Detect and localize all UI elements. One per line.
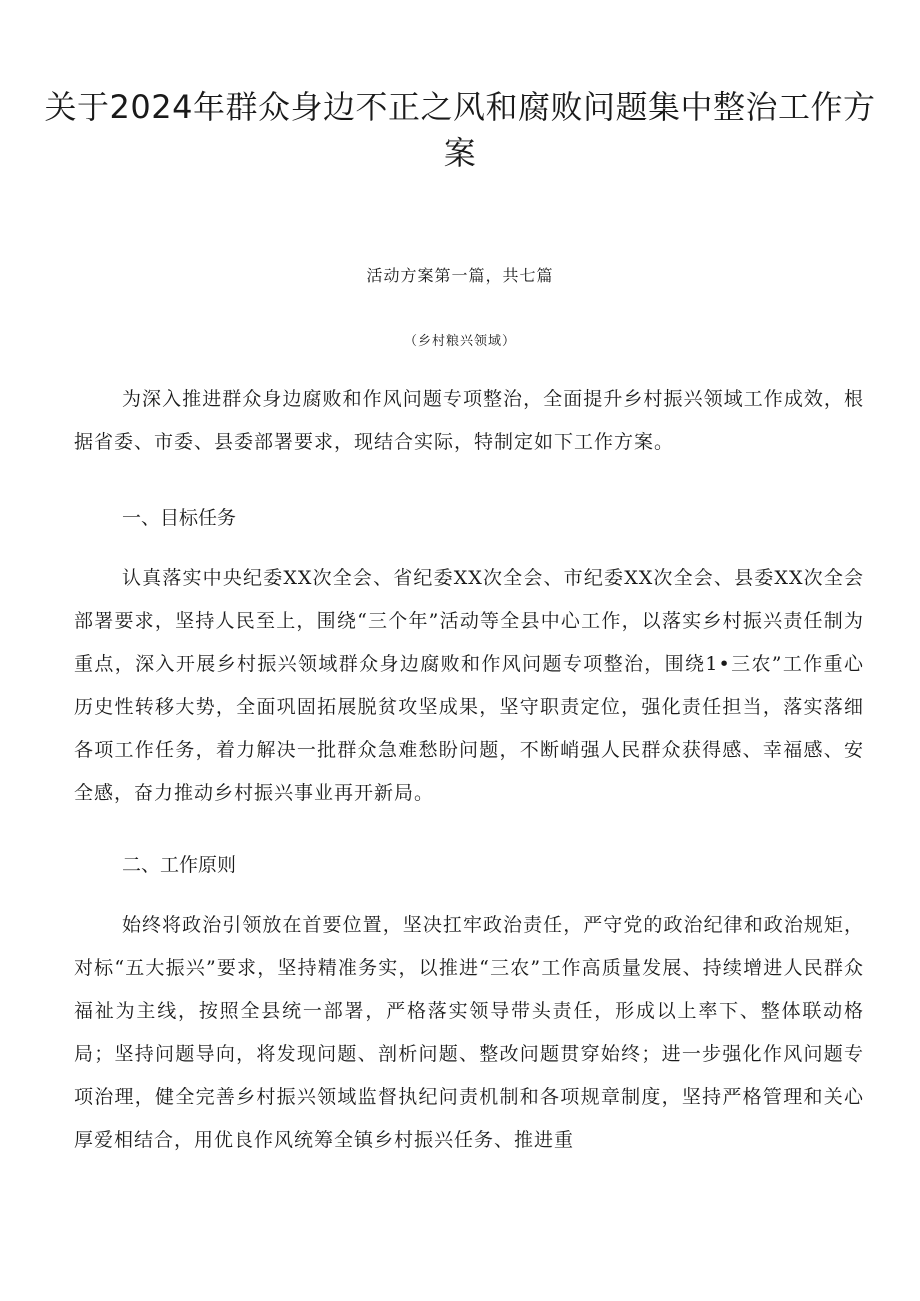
intro-paragraph: 为深入推进群众身边腐败和作风问题专项整治，全面提升乡村振兴领域工作成效，根据省委、市委、县委部署要求，现结合实际，特制定如下工作方案。	[74, 388, 864, 453]
section-body-goals: 认真落实中央纪委XX次全会、省纪委XX次全会、市纪委XX次全会、县委XX次全会部署要求，坚持人民至上，围绕“三个年”活动等全县中心工作，以落实乡村振兴责任制为重点，深入开展乡村振兴领域群众身边腐败和作风问题专项整治，围绕1•三农”工作重心历史性转移大势，全面巩固拓展脱贫攻坚成果，坚守职责定位，强化责任担当，落实落细各项工作任务，着力解决一批群众急难愁盼问题，不断峭强人民群众获得感、幸福感、安全感，奋力推动乡村振兴事业再开新局。	[74, 567, 864, 804]
document-title: 关于2024年群众身边不正之风和腐败问题集中整治工作方案	[44, 88, 876, 172]
section-heading-principles: 二、工作原则	[122, 854, 237, 876]
section-body-principles: 始终将政治引领放在首要位置，坚决扛牢政治责任，严守党的政治纪律和政治规矩，对标“五大振兴”要求，坚持精准务实，以推进“三农”工作高质量发展、持续增进人民群众福祉为主线，按照全县统一部署，严格落实领导带头责任，形成以上率下、整体联动格局；坚持问题导向，将发现问题、剖析问题、整改问题贯穿始终；进一步强化作风问题专项治理，健全完善乡村振兴领域监督执纪问责机制和各项规章制度，坚持严格管理和关心厚爱相结合，用优良作风统筹全镇乡村振兴任务、推进重	[74, 914, 864, 1151]
domain-note: （乡村粮兴领域）	[403, 334, 516, 349]
document-subtitle: 活动方案第一篇，共七篇	[366, 266, 554, 285]
section-heading-goals: 一、目标任务	[122, 507, 237, 529]
